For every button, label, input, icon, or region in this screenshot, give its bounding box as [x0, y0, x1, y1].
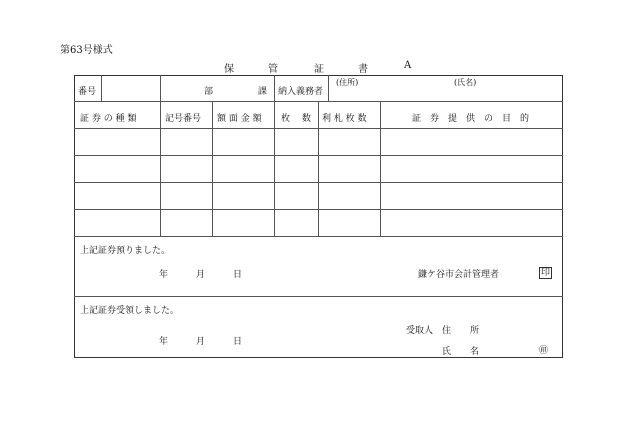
header-divider — [160, 75, 161, 101]
title-char-3: 証 — [314, 64, 324, 75]
deposit-year-label: 年 — [159, 270, 169, 280]
name-label: (氏名) — [454, 78, 477, 87]
section-divider — [74, 296, 563, 297]
section-label: 課 — [258, 87, 268, 97]
receipt-day-label: 日 — [233, 337, 243, 347]
column-header: 額 面 金 額 — [217, 114, 262, 124]
deposit-month-label: 月 — [196, 270, 206, 280]
receipt-year-label: 年 — [159, 337, 169, 347]
deposit-statement: 上記証券預りました。 — [80, 246, 171, 256]
column-header: 枚 数 — [281, 114, 311, 124]
column-divider — [160, 101, 161, 236]
column-divider — [380, 101, 381, 236]
header-divider — [328, 75, 329, 101]
form-number: 第63号様式 — [60, 45, 113, 56]
title-char-4: 書 — [358, 64, 368, 75]
column-divider — [318, 101, 319, 236]
receipt-statement: 上記証券受領しました。 — [80, 306, 180, 316]
column-header: 記号番号 — [165, 114, 202, 124]
seal-icon: ㊞ — [539, 346, 549, 356]
receiver-name-label-2: 名 — [470, 347, 480, 357]
title-char-2: 管 — [268, 64, 278, 75]
header-divider — [101, 75, 102, 101]
grid-bottom-divider — [74, 236, 563, 237]
column-divider — [274, 101, 275, 236]
column-header: 利 札 枚 数 — [322, 114, 367, 124]
payer-label: 納入義務者 — [278, 87, 324, 97]
department-label: 部 — [204, 87, 214, 97]
header-divider — [274, 75, 275, 101]
receiver-label: 受取人 — [406, 326, 434, 336]
signer-label: 鎌ケ谷市会計管理者 — [418, 270, 500, 280]
column-divider — [212, 101, 213, 236]
receiver-name-label: 氏 — [442, 347, 452, 357]
seal-icon: 印 — [541, 268, 551, 278]
column-header: 証 券 提 供 の 目 的 — [412, 114, 530, 124]
deposit-day-label: 日 — [233, 270, 243, 280]
column-header: 証 券 の 種 類 — [80, 114, 137, 124]
receiver-address-label: 住 — [442, 326, 452, 336]
title-char-1: 保 — [224, 64, 234, 75]
receipt-month-label: 月 — [196, 337, 206, 347]
address-label: (住所) — [336, 78, 359, 87]
receiver-address-label-2: 所 — [470, 326, 480, 336]
number-label: 番号 — [78, 87, 97, 97]
title-char-5: A — [404, 60, 412, 71]
